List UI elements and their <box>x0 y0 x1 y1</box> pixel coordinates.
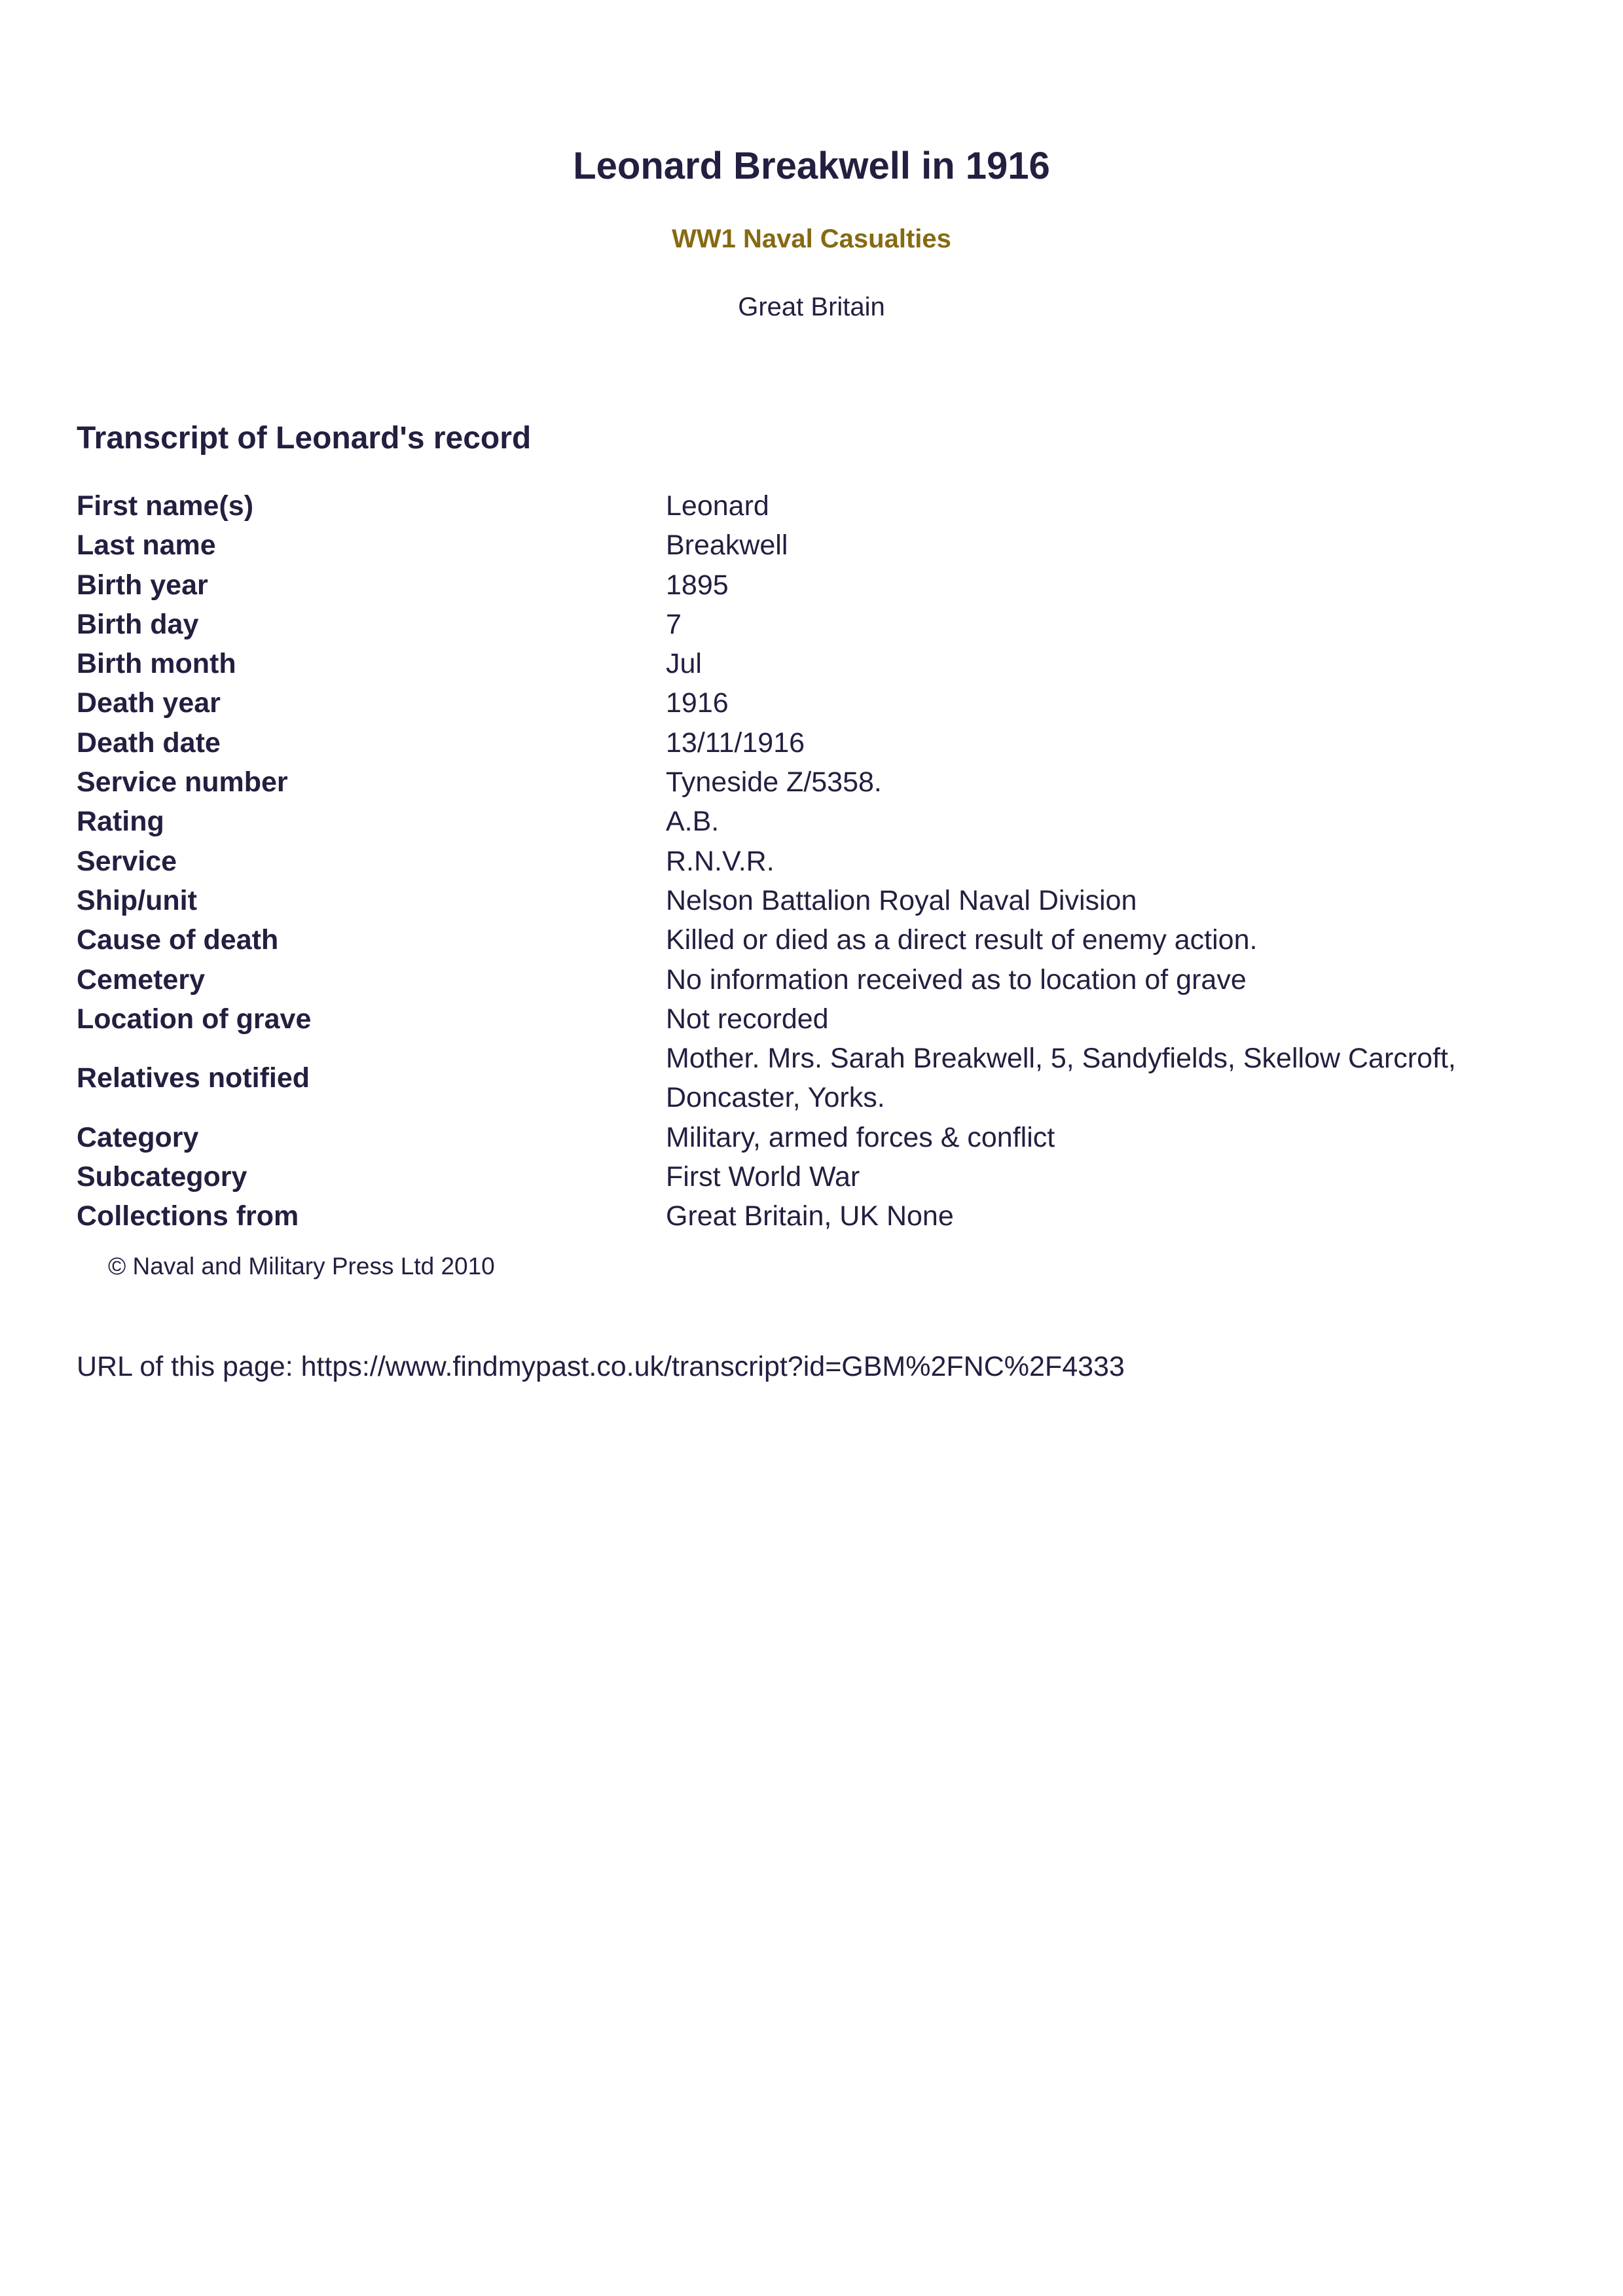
record-table <box>77 486 1550 1236</box>
record-row-subcategory <box>77 1157 1550 1196</box>
record-row-cemetery <box>77 960 1550 999</box>
record-label: First name(s) <box>77 490 254 522</box>
record-value: Not recorded <box>666 1003 829 1035</box>
record-value: Killed or died as a direct result of enemy action. <box>666 924 1258 956</box>
record-row-rating <box>77 802 1550 841</box>
record-row-last-name <box>77 526 1550 565</box>
page-url: URL of this page: https://www.findmypast.co.uk/transcript?id=GBM%2FNC%2F4333 <box>77 1351 1125 1382</box>
record-label: Death date <box>77 726 221 759</box>
record-value: Military, armed forces & conflict <box>666 1121 1055 1153</box>
copyright-notice: © Naval and Military Press Ltd 2010 <box>108 1253 495 1280</box>
record-label: Rating <box>77 806 164 838</box>
record-label: Cause of death <box>77 924 279 956</box>
record-label: Ship/unit <box>77 884 197 916</box>
record-value: R.N.V.R. <box>666 845 775 877</box>
record-label: Service <box>77 845 177 877</box>
record-row-category <box>77 1118 1550 1157</box>
country-label: Great Britain <box>738 293 885 321</box>
record-value: Nelson Battalion Royal Naval Division <box>666 884 1137 916</box>
record-value: Jul <box>666 648 702 680</box>
record-value: Great Britain, UK None <box>666 1200 954 1232</box>
record-label: Relatives notified <box>77 1062 310 1094</box>
record-value-line: Doncaster, Yorks. <box>666 1082 885 1114</box>
record-value: Leonard <box>666 490 769 522</box>
record-value: Tyneside Z/5358. <box>666 766 882 798</box>
record-row-death-year <box>77 683 1550 723</box>
record-value: Breakwell <box>666 529 788 562</box>
record-label: Subcategory <box>77 1161 247 1193</box>
record-value: First World War <box>666 1161 860 1193</box>
record-value: 1916 <box>666 687 729 719</box>
record-label: Birth year <box>77 569 208 601</box>
record-row-birth-day <box>77 605 1550 644</box>
record-label: Death year <box>77 687 221 719</box>
record-value: 13/11/1916 <box>666 726 805 759</box>
transcript-heading: Transcript of Leonard's record <box>77 421 532 456</box>
record-label: Service number <box>77 766 288 798</box>
record-row-location-of-grave <box>77 999 1550 1039</box>
record-row-death-date <box>77 723 1550 762</box>
record-value: 7 <box>666 608 682 640</box>
record-row-first-names <box>77 486 1550 526</box>
record-value <box>666 1039 1550 1118</box>
record-label: Birth month <box>77 648 236 680</box>
record-value: No information received as to location of grave <box>666 963 1247 996</box>
record-row-collections-from <box>77 1196 1550 1236</box>
record-label: Cemetery <box>77 963 205 996</box>
record-value: 1895 <box>666 569 729 601</box>
record-value: A.B. <box>666 806 720 838</box>
record-label: Collections from <box>77 1200 299 1232</box>
record-row-relatives-notified <box>77 1039 1550 1118</box>
record-label: Last name <box>77 529 216 562</box>
record-row-service <box>77 842 1550 881</box>
record-row-ship-unit <box>77 881 1550 920</box>
record-row-birth-month <box>77 644 1550 683</box>
record-row-cause-of-death <box>77 920 1550 960</box>
page-title: Leonard Breakwell in 1916 <box>573 145 1050 187</box>
record-row-service-number <box>77 762 1550 802</box>
record-value-line: Mother. Mrs. Sarah Breakwell, 5, Sandyfields, Skellow Carcroft, <box>666 1043 1456 1075</box>
record-row-birth-year <box>77 565 1550 605</box>
collection-name: WW1 Naval Casualties <box>672 224 951 253</box>
record-label: Category <box>77 1121 199 1153</box>
record-label: Birth day <box>77 608 199 640</box>
record-label: Location of grave <box>77 1003 312 1035</box>
